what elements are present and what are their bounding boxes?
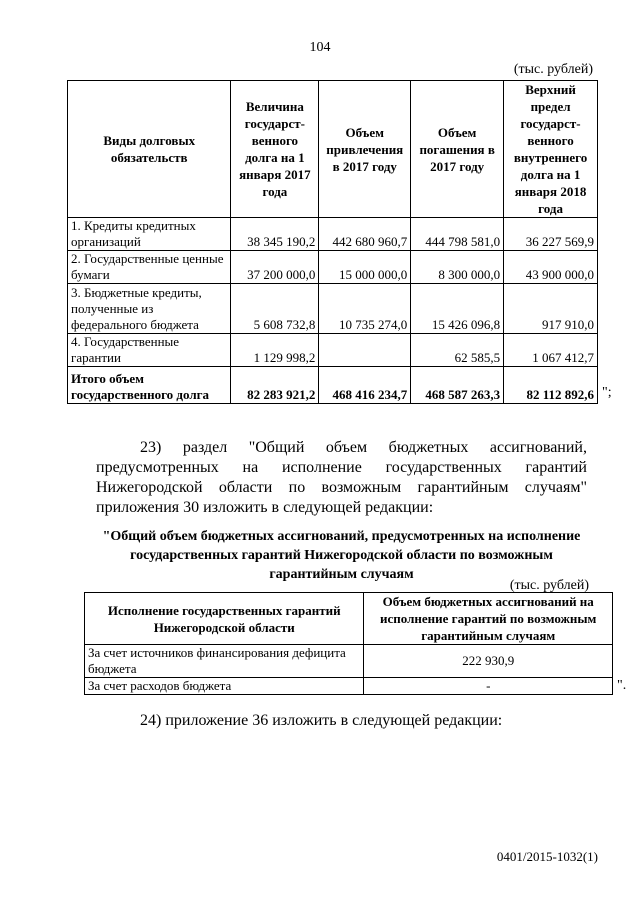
- header-guarantee-execution: Исполнение государственных гарантий Нижегородской области: [85, 593, 364, 645]
- total-value: 468 416 234,7: [319, 367, 411, 404]
- cell-value: 5 608 732,8: [231, 284, 319, 334]
- row-label: За счет источников финансирования дефицита бюджета: [85, 645, 364, 678]
- total-label: Итого объем государственного долга: [68, 367, 231, 404]
- total-value: 82 283 921,2: [231, 367, 319, 404]
- row-label: 4. Государственные гарантии: [68, 334, 231, 367]
- table-row: [85, 645, 613, 678]
- debt-table: [67, 80, 598, 404]
- table-row: [68, 284, 598, 334]
- table-row: [68, 218, 598, 251]
- header-upper-limit: Верхний предел государст-венного внутреннего долга на 1 января 2018 года: [504, 81, 598, 218]
- cell-value: 43 900 000,0: [504, 251, 598, 284]
- paragraph-23: 23) раздел "Общий объем бюджетных ассигнований, предусмотренных на исполнение государственных гарантий Нижегородской области по возможным гарантийным случаям" приложения 30 изложить в следующей редакции:: [96, 439, 587, 516]
- cell-value: 222 930,9: [364, 645, 613, 678]
- table2-unit: (тыс. рублей): [509, 578, 589, 593]
- item-24: 24) приложение 36 изложить в следующей редакции:: [140, 712, 503, 729]
- guarantees-table: [84, 592, 613, 695]
- table-row: [68, 334, 598, 367]
- debt-table-header-row: [68, 81, 598, 218]
- header-borrowing: Объем привлечения в 2017 году: [319, 81, 411, 218]
- table-row: [68, 251, 598, 284]
- row-label: 2. Государственные ценные бумаги: [68, 251, 231, 284]
- table1-unit: (тыс. рублей): [513, 62, 593, 77]
- header-debt-types: Виды долговых обязательств: [68, 81, 231, 218]
- table-total-row: [68, 367, 598, 404]
- cell-value: 1 067 412,7: [504, 334, 598, 367]
- cell-value: 15 426 096,8: [411, 284, 504, 334]
- cell-value: 15 000 000,0: [319, 251, 411, 284]
- header-debt-start: Величина государст-венного долга на 1 января 2017 года: [231, 81, 319, 218]
- row-label: 3. Бюджетные кредиты, полученные из федерального бюджета: [68, 284, 231, 334]
- cell-value: [319, 334, 411, 367]
- table1-closing-quote: ";: [602, 385, 612, 400]
- document-code: 0401/2015-1032(1): [496, 849, 598, 864]
- cell-value: 10 735 274,0: [319, 284, 411, 334]
- table2-closing-quote: ".: [617, 678, 627, 693]
- header-repayment: Объем погашения в 2017 году: [411, 81, 504, 218]
- total-value: 468 587 263,3: [411, 367, 504, 404]
- cell-value: -: [364, 678, 613, 695]
- cell-value: 62 585,5: [411, 334, 504, 367]
- guarantees-table-header-row: [85, 593, 613, 645]
- cell-value: 37 200 000,0: [231, 251, 319, 284]
- cell-value: 917 910,0: [504, 284, 598, 334]
- cell-value: 8 300 000,0: [411, 251, 504, 284]
- total-value: 82 112 892,6: [504, 367, 598, 404]
- header-allocation-volume: Объем бюджетных ассигнований на исполнение гарантий по возможным гарантийным случаям: [364, 593, 613, 645]
- cell-value: 1 129 998,2: [231, 334, 319, 367]
- row-label: 1. Кредиты кредитных организаций: [68, 218, 231, 251]
- page-number: 104: [309, 40, 331, 55]
- cell-value: 38 345 190,2: [231, 218, 319, 251]
- section-heading: "Общий объем бюджетных ассигнований, предусмотренных на исполнение государственных гарантий Нижегородской области по возможным гарантийным случаям: [102, 529, 581, 582]
- cell-value: 36 227 569,9: [504, 218, 598, 251]
- table-row: [85, 678, 613, 695]
- row-label: За счет расходов бюджета: [85, 678, 364, 695]
- cell-value: 444 798 581,0: [411, 218, 504, 251]
- cell-value: 442 680 960,7: [319, 218, 411, 251]
